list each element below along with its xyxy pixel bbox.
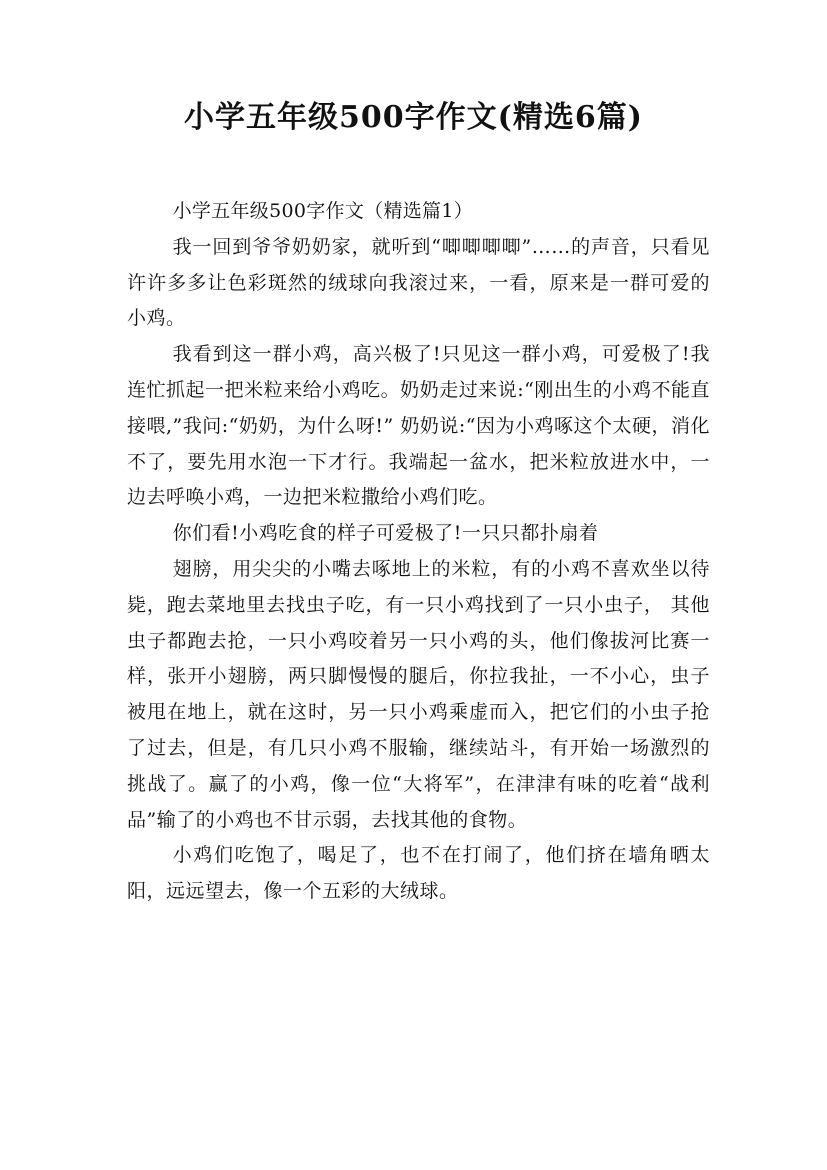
paragraph-4: 翅膀，用尖尖的小嘴去啄地上的米粒，有的小鸡不喜欢坐以待毙，跑去菜地里去找虫子吃，有一只小鸡找到了一只小虫子， 其他虫子都跑去抢，一只小鸡咬着另一只小鸡的头，他们像拔河比赛一样，张开小翅膀，两只脚慢慢的腿后，你拉我扯，一不小心，虫子被甩在地上，就在这时，另一只小鸡乘虚而入，把它们的小虫子抢了过去，但是，有几只小鸡不服输，继续站斗，有开始一场激烈的挑战了。赢了的小鸡，像一位“大将军”，在津津有味的吃着“战利品”输了的小鸡也不甘示弱，去找其他的食物。: [127, 557, 710, 831]
paragraph-2: 我看到这一群小鸡，高兴极了!只见这一群小鸡，可爱极了!我连忙抓起一把米粒来给小鸡吃。奶奶走过来说:“刚出生的小鸡不能直接喂,”我问:“奶奶，为什么呀!” 奶奶说:“因为小鸡啄这个太硬，消化不了，要先用水泡一下才行。我端起一盆水，把米粒放进水中，一边去呼唤小鸡，一边把米粒撒给小鸡们吃。: [127, 343, 710, 509]
paragraph-1: 我一回到爷爷奶奶家，就听到“唧唧唧唧”……的声音，只看见许许多多让色彩斑然的绒球向我滚过来，一看，原来是一群可爱的小鸡。: [127, 235, 710, 330]
paragraph-3: 你们看!小鸡吃食的样子可爱极了!一只只都扑扇着: [172, 522, 599, 545]
document-title: 小学五年级500字作文(精选6篇): [184, 100, 643, 135]
section-heading: 小学五年级500字作文（精选篇1）: [172, 200, 474, 222]
paragraph-5: 小鸡们吃饱了，喝足了，也不在打闹了，他们挤在墙角晒太阳，远远望去，像一个五彩的大绒球。: [127, 844, 710, 903]
document-body: [127, 194, 710, 910]
